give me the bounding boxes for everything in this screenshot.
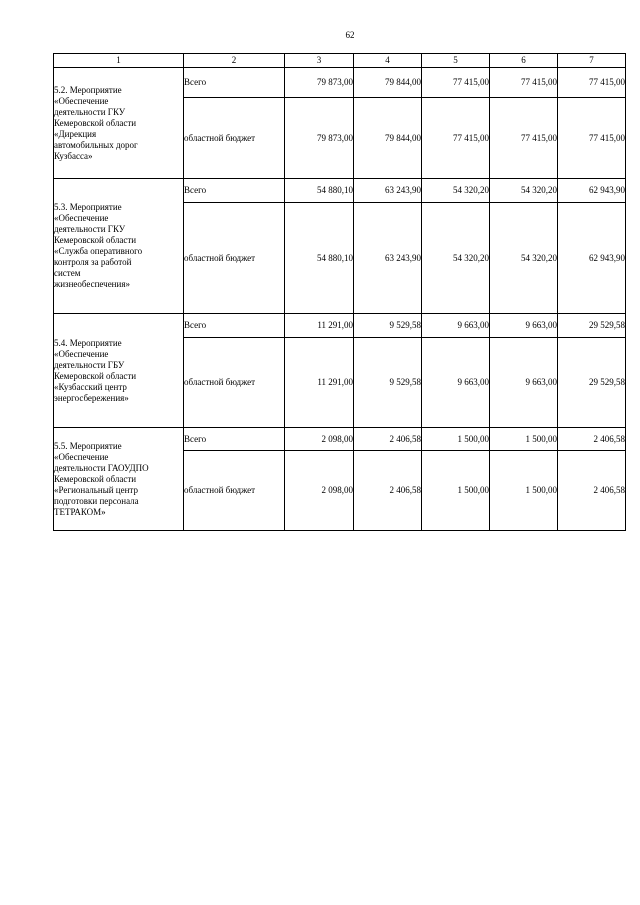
value-cell: 2 406,58 (558, 451, 626, 531)
value-cell: 1 500,00 (422, 451, 490, 531)
value-cell: 1 500,00 (422, 428, 490, 451)
value-cell: 79 873,00 (285, 68, 354, 98)
header-cell: 3 (285, 54, 354, 68)
value-cell: 77 415,00 (422, 98, 490, 179)
funding-source: Всего (184, 68, 285, 98)
value-cell: 29 529,58 (558, 338, 626, 428)
header-cell: 6 (490, 54, 558, 68)
value-cell: 77 415,00 (558, 98, 626, 179)
event-name: 5.5. Мероприятие «Обеспечение деятельности ГАОУДПО Кемеровской области «Региональный центр подготовки персонала ТЕТРАКОМ» (54, 440, 149, 517)
event-name: 5.3. Мероприятие «Обеспечение деятельности ГКУ Кемеровской области «Служба оперативного контроля за работой систем жизнеобеспечения» (54, 202, 143, 289)
value-cell: 9 529,58 (354, 338, 422, 428)
value-cell: 9 663,00 (490, 314, 558, 338)
page-number: 62 (345, 30, 355, 40)
value-cell: 77 415,00 (558, 68, 626, 98)
funding-source: областной бюджет (184, 203, 285, 314)
funding-source: Всего (184, 314, 285, 338)
value-cell: 63 243,90 (354, 203, 422, 314)
budget-table (53, 53, 626, 531)
funding-source: областной бюджет (184, 98, 285, 179)
value-cell: 11 291,00 (285, 338, 354, 428)
event-name-cell (54, 428, 184, 531)
value-cell: 54 320,20 (422, 203, 490, 314)
header-cell: 1 (54, 54, 184, 68)
value-cell: 9 663,00 (490, 338, 558, 428)
header-cell: 7 (558, 54, 626, 68)
value-cell: 77 415,00 (490, 98, 558, 179)
table-row (54, 68, 626, 98)
event-name-cell (54, 68, 184, 179)
value-cell: 2 098,00 (285, 451, 354, 531)
value-cell: 2 406,58 (354, 428, 422, 451)
header-cell: 2 (184, 54, 285, 68)
table-row (54, 314, 626, 338)
value-cell: 11 291,00 (285, 314, 354, 338)
value-cell: 54 320,20 (490, 203, 558, 314)
value-cell: 9 529,58 (354, 314, 422, 338)
value-cell: 54 880,10 (285, 203, 354, 314)
value-cell: 79 873,00 (285, 98, 354, 179)
header-cell: 4 (354, 54, 422, 68)
value-cell: 79 844,00 (354, 98, 422, 179)
table-row (54, 428, 626, 451)
value-cell: 62 943,90 (558, 203, 626, 314)
funding-source: Всего (184, 179, 285, 203)
table-row (54, 179, 626, 203)
value-cell: 9 663,00 (422, 338, 490, 428)
header-cell: 5 (422, 54, 490, 68)
value-cell: 62 943,90 (558, 179, 626, 203)
funding-source: областной бюджет (184, 451, 285, 531)
value-cell: 1 500,00 (490, 451, 558, 531)
value-cell: 2 406,58 (354, 451, 422, 531)
value-cell: 77 415,00 (422, 68, 490, 98)
value-cell: 2 406,58 (558, 428, 626, 451)
event-name: 5.4. Мероприятие «Обеспечение деятельности ГБУ Кемеровской области «Кузбасский центр энергосбережения» (54, 337, 137, 403)
value-cell: 54 880,10 (285, 179, 354, 203)
value-cell: 79 844,00 (354, 68, 422, 98)
event-name-cell (54, 179, 184, 314)
value-cell: 9 663,00 (422, 314, 490, 338)
event-name: 5.2. Мероприятие «Обеспечение деятельности ГКУ Кемеровской области «Дирекция автомобильных дорог Кузбасса» (54, 84, 138, 161)
header-row (54, 54, 626, 68)
value-cell: 29 529,58 (558, 314, 626, 338)
value-cell: 63 243,90 (354, 179, 422, 203)
value-cell: 2 098,00 (285, 428, 354, 451)
event-name-cell (54, 314, 184, 428)
value-cell: 77 415,00 (490, 68, 558, 98)
value-cell: 1 500,00 (490, 428, 558, 451)
funding-source: областной бюджет (184, 338, 285, 428)
value-cell: 54 320,20 (490, 179, 558, 203)
value-cell: 54 320,20 (422, 179, 490, 203)
funding-source: Всего (184, 428, 285, 451)
